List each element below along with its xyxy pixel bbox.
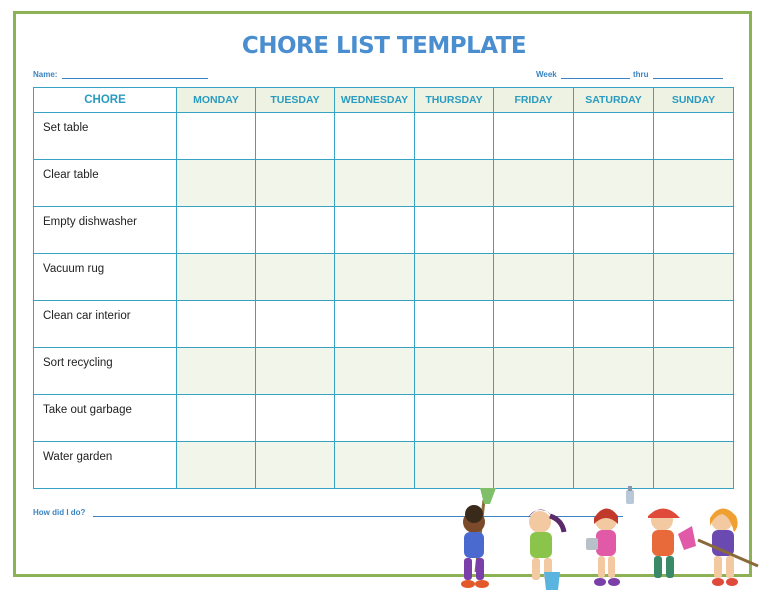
day-cell[interactable]	[574, 395, 654, 442]
chore-row	[34, 207, 734, 254]
chore-table	[33, 87, 734, 489]
chore-row	[34, 442, 734, 489]
day-cell[interactable]	[177, 395, 256, 442]
day-cell[interactable]	[654, 207, 734, 254]
day-cell[interactable]	[494, 395, 574, 442]
kid-1-figure	[461, 505, 489, 588]
day-cell[interactable]	[654, 442, 734, 489]
day-cell[interactable]	[177, 207, 256, 254]
day-cell[interactable]	[654, 160, 734, 207]
day-header-thursday: THURSDAY	[415, 88, 494, 113]
day-cell[interactable]	[574, 113, 654, 160]
week-label: Week	[536, 70, 557, 79]
day-cell[interactable]	[415, 348, 494, 395]
chore-name: Clean car interior	[34, 301, 177, 348]
day-cell[interactable]	[335, 301, 415, 348]
week-start-field[interactable]	[561, 78, 630, 79]
chore-row	[34, 160, 734, 207]
chore-row	[34, 348, 734, 395]
day-cell[interactable]	[335, 113, 415, 160]
day-cell[interactable]	[256, 254, 335, 301]
day-cell[interactable]	[415, 254, 494, 301]
week-end-field[interactable]	[653, 78, 723, 79]
chore-row	[34, 254, 734, 301]
day-cell[interactable]	[654, 113, 734, 160]
day-cell[interactable]	[335, 395, 415, 442]
day-cell[interactable]	[177, 160, 256, 207]
chore-name: Vacuum rug	[34, 254, 177, 301]
day-cell[interactable]	[574, 442, 654, 489]
chore-row	[34, 301, 734, 348]
day-cell[interactable]	[654, 348, 734, 395]
spray-bottle-icon	[626, 486, 634, 504]
day-header-tuesday: TUESDAY	[256, 88, 335, 113]
day-cell[interactable]	[494, 160, 574, 207]
chore-name: Sort recycling	[34, 348, 177, 395]
kid-3-figure	[586, 508, 620, 586]
day-header-monday: MONDAY	[177, 88, 256, 113]
chore-name: Water garden	[34, 442, 177, 489]
day-cell[interactable]	[177, 301, 256, 348]
day-cell[interactable]	[177, 254, 256, 301]
day-cell[interactable]	[177, 113, 256, 160]
day-cell[interactable]	[494, 442, 574, 489]
chore-name: Set table	[34, 113, 177, 160]
name-field[interactable]	[62, 78, 208, 79]
day-cell[interactable]	[574, 301, 654, 348]
day-header-friday: FRIDAY	[494, 88, 574, 113]
day-cell[interactable]	[335, 254, 415, 301]
chore-row	[34, 113, 734, 160]
name-label: Name:	[33, 70, 58, 79]
chore-name: Empty dishwasher	[34, 207, 177, 254]
day-cell[interactable]	[494, 348, 574, 395]
kid-4-figure	[648, 508, 696, 578]
day-cell[interactable]	[335, 207, 415, 254]
day-cell[interactable]	[654, 395, 734, 442]
chore-column-header: CHORE	[34, 88, 177, 113]
day-cell[interactable]	[574, 160, 654, 207]
day-cell[interactable]	[335, 160, 415, 207]
day-cell[interactable]	[256, 301, 335, 348]
day-cell[interactable]	[256, 395, 335, 442]
chore-row	[34, 395, 734, 442]
chore-name: Take out garbage	[34, 395, 177, 442]
day-cell[interactable]	[415, 113, 494, 160]
page-title: CHORE LIST TEMPLATE	[241, 33, 527, 59]
kid-5-figure	[698, 508, 758, 586]
day-cell[interactable]	[574, 254, 654, 301]
day-header-saturday: SATURDAY	[574, 88, 654, 113]
day-cell[interactable]	[256, 113, 335, 160]
day-cell[interactable]	[177, 442, 256, 489]
day-cell[interactable]	[415, 301, 494, 348]
day-cell[interactable]	[494, 254, 574, 301]
day-cell[interactable]	[574, 207, 654, 254]
day-cell[interactable]	[654, 254, 734, 301]
day-cell[interactable]	[415, 160, 494, 207]
day-cell[interactable]	[574, 348, 654, 395]
how-did-i-do-label: How did I do?	[33, 508, 86, 517]
day-header-sunday: SUNDAY	[654, 88, 734, 113]
kids-doing-chores-illustration	[448, 486, 768, 592]
day-cell[interactable]	[256, 442, 335, 489]
thru-label: thru	[633, 70, 649, 79]
kid-2-figure	[528, 509, 564, 590]
day-cell[interactable]	[494, 207, 574, 254]
day-cell[interactable]	[494, 113, 574, 160]
day-cell[interactable]	[494, 301, 574, 348]
day-cell[interactable]	[335, 348, 415, 395]
day-cell[interactable]	[415, 207, 494, 254]
day-cell[interactable]	[415, 442, 494, 489]
day-header-wednesday: WEDNESDAY	[335, 88, 415, 113]
day-cell[interactable]	[654, 301, 734, 348]
chore-name: Clear table	[34, 160, 177, 207]
day-cell[interactable]	[177, 348, 256, 395]
day-cell[interactable]	[256, 207, 335, 254]
header-row	[34, 88, 734, 113]
day-cell[interactable]	[256, 348, 335, 395]
day-cell[interactable]	[256, 160, 335, 207]
day-cell[interactable]	[335, 442, 415, 489]
day-cell[interactable]	[415, 395, 494, 442]
